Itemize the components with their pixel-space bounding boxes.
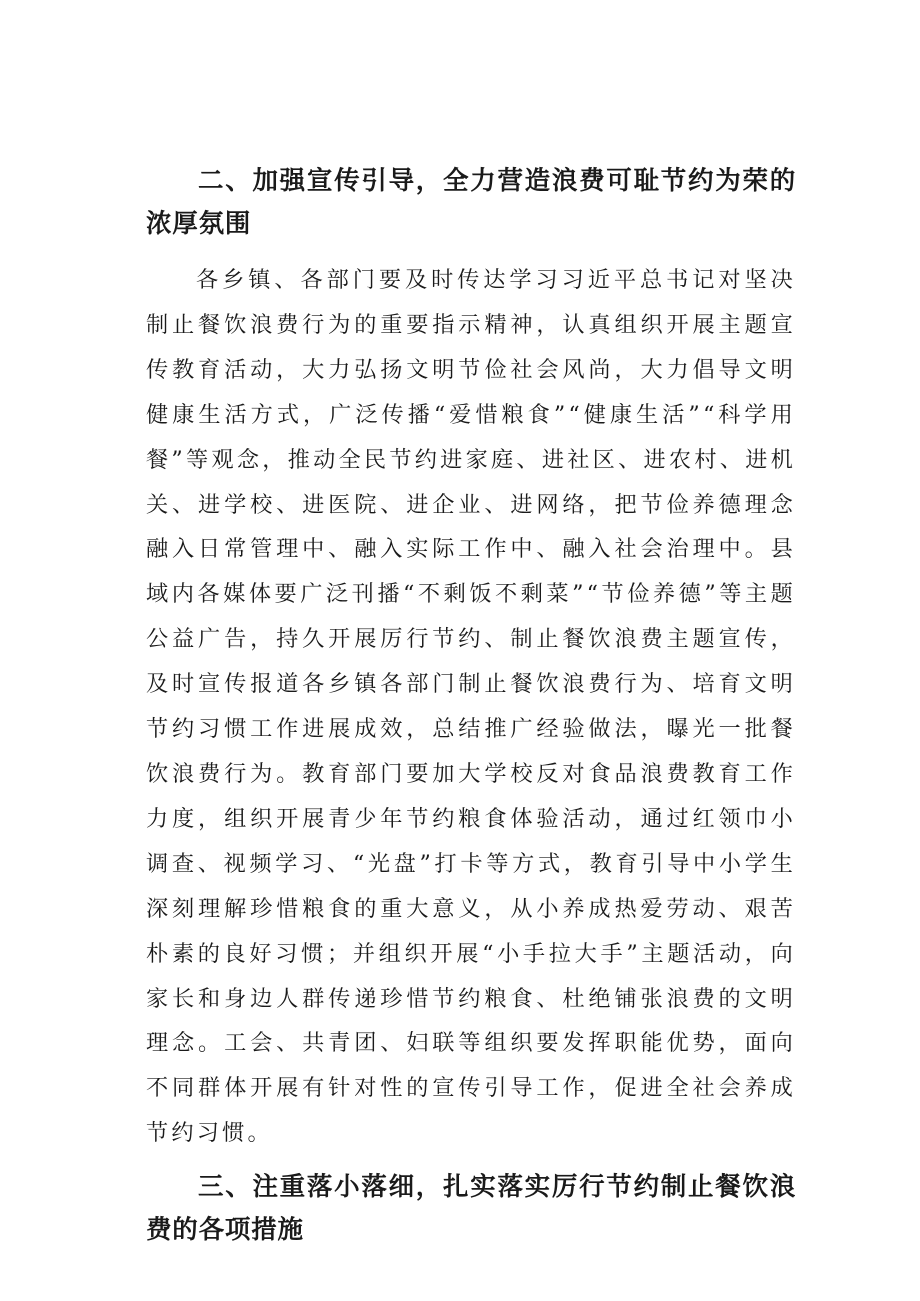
document-content (146, 160, 796, 1252)
section-2-paragraph: 各乡镇、各部门要及时传达学习习近平总书记对坚决制止餐饮浪费行为的重要指示精神，认真组织开展主题宣传教育活动，大力弘扬文明节俭社会风尚，大力倡导文明健康生活方式，广泛传播“爱惜粮食”“健康生活”“科学用餐”等观念，推动全民节约进家庭、进社区、进农村、进机关、进学校、进医院、进企业、进网络，把节俭养德理念融入日常管理中、融入实际工作中、融入社会治理中。县域内各媒体要广泛刊播“不剩饭不剩菜”“节俭养德”等主题公益广告，持久开展厉行节约、制止餐饮浪费主题宣传，及时宣传报道各乡镇各部门制止餐饮浪费行为、培育文明节约习惯工作进展成效，总结推广经验做法，曝光一批餐饮浪费行为。教育部门要加大学校反对食品浪费教育工作力度，组织开展青少年节约粮食体验活动，通过红领巾小调查、视频学习、“光盘”打卡等方式，教育引导中小学生深刻理解珍惜粮食的重大意义，从小养成热爱劳动、艰苦朴素的良好习惯；并组织开展“小手拉大手”主题活动，向家长和身边人群传递珍惜节约粮食、杜绝铺张浪费的文明理念。工会、共青团、妇联等组织要发挥职能优势，面向不同群体开展有针对性的宣传引导工作，促进全社会养成节约习惯。 (146, 267, 796, 1147)
section-2-heading: 二、加强宣传引导，全力营造浪费可耻节约为荣的浓厚氛围 (146, 166, 796, 239)
section-3-heading: 三、注重落小落细，扎实落实厉行节约制止餐饮浪费的各项措施 (146, 1172, 796, 1246)
